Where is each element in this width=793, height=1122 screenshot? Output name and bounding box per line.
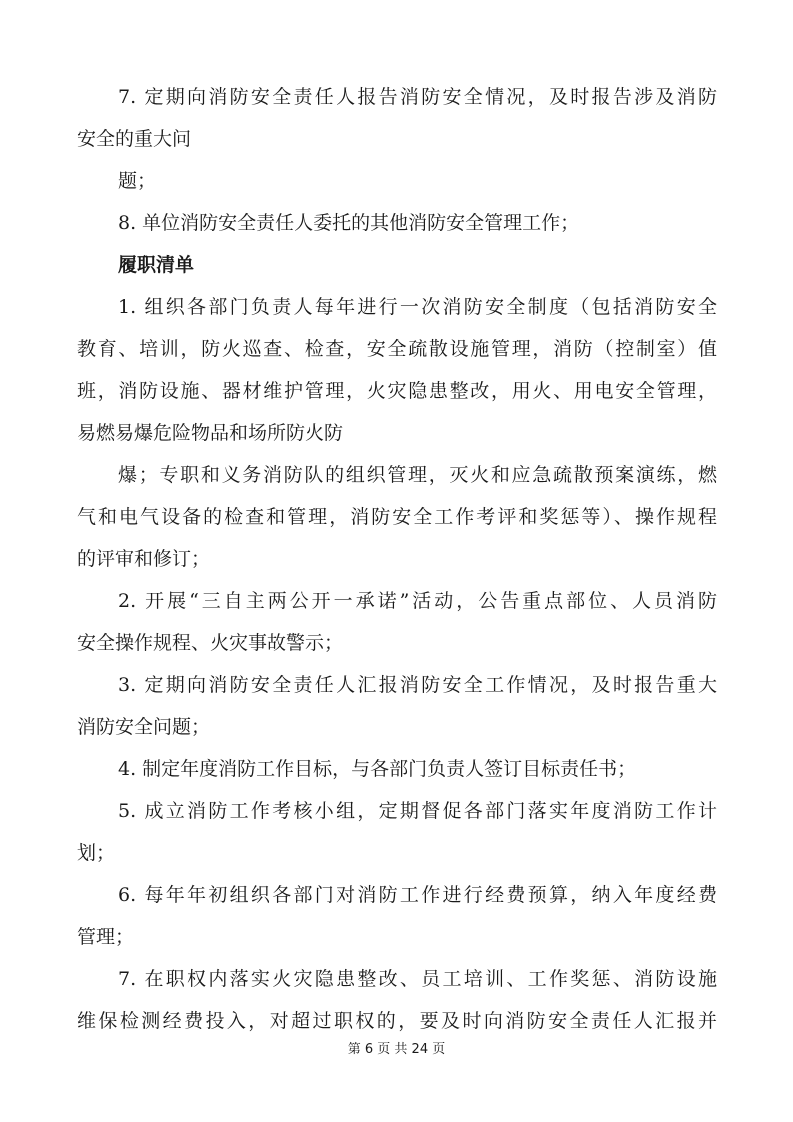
paragraph-line: 8. 单位消防安全责任人委托的其他消防安全管理工作； [118, 212, 580, 234]
paragraph-line: 教育、培训，防火巡查、检查，安全疏散设施管理，消防（控制室）值 [77, 338, 717, 360]
paragraph-line: 7. 定期向消防安全责任人报告消防安全情况，及时报告涉及消防 [118, 86, 717, 108]
paragraph-line: 2. 开展“三自主两公开一承诺”活动，公告重点部位、人员消防 [118, 590, 717, 612]
paragraph-line: 6. 每年年初组织各部门对消防工作进行经费预算，纳入年度经费 [118, 884, 717, 906]
page-number-footer: 第 6 页 共 24 页 [347, 1042, 446, 1057]
paragraph-line: 1. 组织各部门负责人每年进行一次消防安全制度（包括消防安全 [118, 296, 717, 318]
paragraph-line: 3. 定期向消防安全责任人汇报消防安全工作情况，及时报告重大 [118, 674, 717, 696]
paragraph-line: 7. 在职权内落实火灾隐患整改、员工培训、工作奖惩、消防设施 [118, 968, 717, 990]
paragraph-line: 安全的重大问 [77, 128, 192, 150]
paragraph-line: 4. 制定年度消防工作目标，与各部门负责人签订目标责任书； [118, 758, 637, 780]
paragraph-line: 划； [77, 842, 116, 864]
paragraph-line: 爆；专职和义务消防队的组织管理，灭火和应急疏散预案演练，燃 [118, 464, 717, 486]
document-body [77, 76, 717, 1042]
paragraph-line: 题； [118, 170, 157, 192]
paragraph-line: 5. 成立消防工作考核小组，定期督促各部门落实年度消防工作计 [118, 800, 717, 822]
paragraph-line: 的评审和修订； [77, 548, 211, 570]
section-heading: 履职清单 [118, 254, 195, 276]
paragraph-line: 维保检测经费投入，对超过职权的，要及时向消防安全责任人汇报并 [77, 1010, 717, 1032]
paragraph-line: 班，消防设施、器材维护管理，火灾隐患整改，用火、用电安全管理， [77, 380, 717, 402]
paragraph-line: 安全操作规程、火灾事故警示； [77, 632, 344, 654]
paragraph-line: 易燃易爆危险物品和场所防火防 [77, 422, 344, 444]
paragraph-line: 气和电气设备的检查和管理，消防安全工作考评和奖惩等）、操作规程 [77, 506, 717, 528]
paragraph-line: 管理； [77, 926, 135, 948]
paragraph-line: 消防安全问题； [77, 716, 211, 738]
